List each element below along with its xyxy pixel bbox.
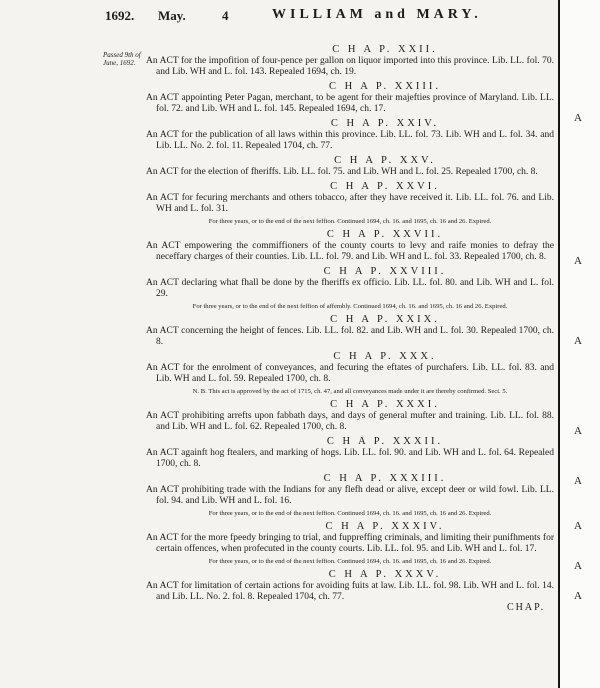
act-text: An ACT empowering the commiffioners of the county courts to levy and raife monies to defray the neceffary charges of their counties. Lib. LL. fol. 79. and Lib. WH and L. fol. 33. Repealed 1700, ch. 8. [146, 241, 554, 262]
facing-page-letter: A [574, 560, 582, 572]
margin-note: Passed 9th of June, 1692. [103, 51, 141, 67]
chapter-heading: C H A P. XXXI. [330, 399, 440, 410]
act-note: N. B. This act is approved by the act of 1715, ch. 47, and all conveyances made under it are thereby confirmed. Sect. 5. [192, 388, 508, 395]
act-text: An ACT prohibiting trade with the Indians for any flefh dead or alive, except deer or wild fowl. Lib. LL. fol. 94. and Lib. WH and L. fol. 16. [146, 485, 554, 506]
act-note: For three years, or to the end of the next feffion. Continued 1694, ch. 16. and 1695, ch. 16 and 26. Expired. [208, 510, 492, 517]
chapter-heading: C H A P. XXX. [333, 351, 437, 362]
header-page-number: 4 [222, 8, 229, 23]
act-text: An ACT concerning the height of fences. Lib. LL. fol. 82. and Lib. WH and L. fol. 30. Repealed 1700, ch. 8. [146, 326, 554, 347]
act-note: For three years, or to the end of the next feffion. Continued 1694, ch. 16. and 1695, ch. 16 and 26. Expired. [208, 218, 492, 225]
running-header [0, 4, 600, 26]
chapter-heading: C H A P. XXVI. [330, 181, 440, 192]
act-text: An ACT for the enrolment of conveyances, and fecuring the eftates of purchafers. Lib. LL. fol. 83. and Lib. WH and L. fol. 59. Repealed 1700, ch. 8. [146, 363, 554, 384]
facing-page-letter: A [574, 475, 582, 487]
chapter-heading: C H A P. XXIV. [330, 118, 440, 129]
header-title: WILLIAM and MARY. [272, 7, 482, 22]
chapter-heading: C H A P. XXXII. [326, 436, 444, 447]
act-text: An ACT prohibiting arrefts upon fabbath days, and days of general mufter and training. Lib. LL. fol. 88. and Lib. WH and L. fol. 62. Repealed 1700, ch. 8. [146, 411, 554, 432]
act-text: An ACT for the more fpeedy bringing to trial, and fuppreffing criminals, and limiting their punifhments for certain offences, when profecuted in the county courts. Lib. LL. fol. 95. and Lib. WH and L. fol. 17. [146, 533, 554, 554]
act-text: An ACT for limitation of certain actions for avoiding fuits at law. Lib. LL. fol. 98. Lib. WH and L. fol. 14. and Lib. LL. No. 2. fol. 8. Repealed 1704, ch. 77. [146, 581, 554, 602]
chapter-heading: C H A P. XXVIII. [323, 266, 447, 277]
act-text: An ACT for the election of fheriffs. Lib. LL. fol. 75. and Lib. WH and L. fol. 25. Repealed 1700, ch. 8. [146, 167, 538, 177]
facing-page-letter: A [574, 590, 582, 602]
act-note: For three years, or to the end of the next feffion. Continued 1694, ch. 16. and 1695, ch. 16 and 26. Expired. [208, 558, 492, 565]
chapter-heading: C H A P. XXIII. [328, 81, 442, 92]
act-note: For three years, or to the end of the next feffion of affembly. Continued 1694, ch. 16. and 1695, ch. 16 and 26. Expired. [192, 303, 508, 310]
chapter-heading: C H A P. XXXIII. [323, 473, 447, 484]
act-text: An ACT appointing Peter Pagan, merchant, to be agent for their majefties province of Maryland. Lib. LL. fol. 72. and Lib. WH and L. fol. 145. Repealed 1694, ch. 17. [146, 93, 554, 114]
catchword: CHAP. [507, 602, 546, 613]
facing-page-letter: A [574, 425, 582, 437]
chapter-heading: C H A P. XXIX. [330, 314, 440, 325]
chapter-heading: C H A P. XXXIV. [325, 521, 445, 532]
chapter-heading: C H A P. XXVII. [326, 229, 444, 240]
header-year: 1692. [105, 8, 135, 23]
act-text: An ACT for fecuring merchants and others tobacco, after they have received it. Lib. LL. fol. 76. and Lib. WH and L. fol. 31. [146, 193, 554, 214]
header-month: May. [158, 8, 186, 23]
chapter-heading: C H A P. XXV. [334, 155, 436, 166]
facing-page-edge [558, 0, 600, 688]
act-text: An ACT for the impofition of four-pence per gallon on liquor imported into this province. Lib. LL. fol. 70. and Lib. WH and L. fol. 143. Repealed 1694, ch. 19. [146, 56, 554, 77]
act-text: An ACT for the publication of all laws within this province. Lib. LL. fol. 73. Lib. WH and L. fol. 34. and Lib. LL. No. 2. fol. 11. Repealed 1704, ch. 77. [146, 130, 554, 151]
act-text: An ACT declaring what fhall be done by the fheriffs ex officio. Lib. LL. fol. 80. and Lib. WH and L. fol. 29. [146, 278, 554, 299]
chapter-heading: C H A P. XXXV. [328, 569, 442, 580]
facing-page-letter: A [574, 520, 582, 532]
facing-page-letter: A [574, 335, 582, 347]
chapter-heading: C H A P. XXII. [332, 44, 438, 55]
facing-page-letter: A [574, 255, 582, 267]
chapter-list [146, 41, 554, 603]
act-text: An ACT againft hog ftealers, and marking of hogs. Lib. LL. fol. 90. and Lib. WH and L. fol. 64. Repealed 1700, ch. 8. [146, 448, 554, 469]
facing-page-letter: A [574, 112, 582, 124]
